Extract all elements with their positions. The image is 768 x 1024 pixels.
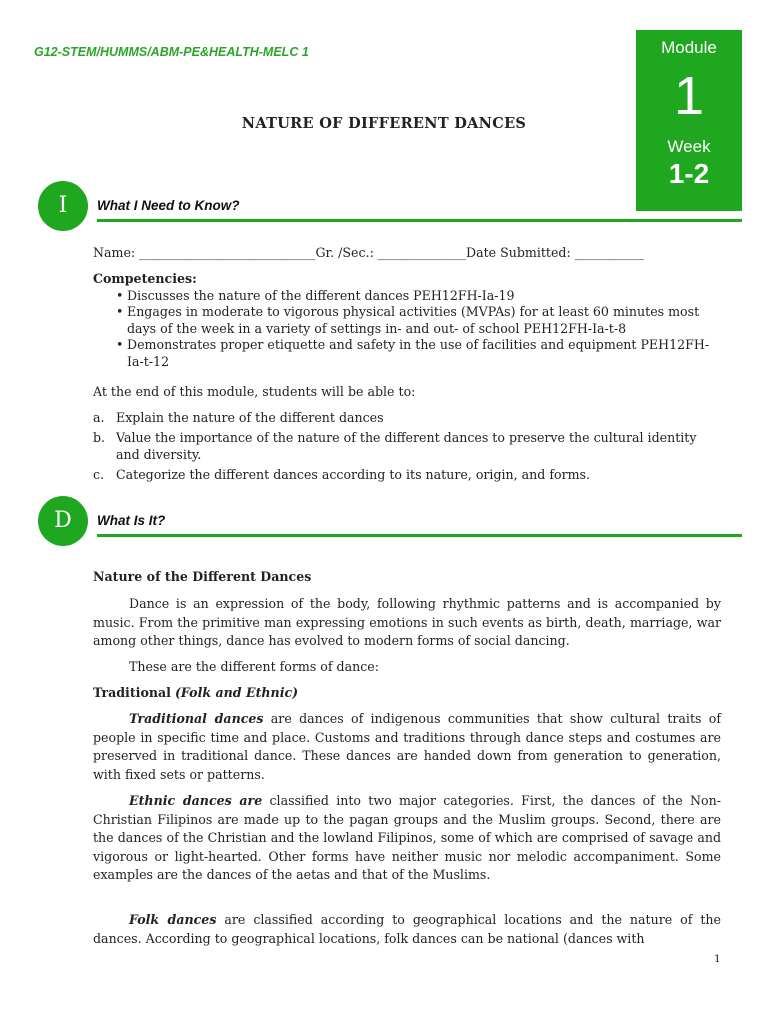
paragraph: Dance is an expression of the body, following rhythmic patterns and is accompanied by music. From the primitive man expressing emotions in such events as birth, death, marriage, war among other things, dance has evolved to modern forms of social dancing. — [93, 596, 721, 648]
list-item — [93, 429, 703, 464]
content-heading: Nature of the Different Dances — [93, 569, 312, 584]
document-title: NATURE OF DIFFERENT DANCES — [241, 115, 527, 132]
list-item: • Engages in moderate to vigorous physical activities (MVPAs) for at least 60 minutes most days of the week in a variety of settings in- and out- of school PEH12FH-Ia-t-8 — [116, 304, 713, 337]
section-divider — [97, 534, 742, 537]
list-item — [93, 409, 703, 427]
list-item — [93, 466, 703, 484]
competencies-list — [116, 288, 713, 371]
week-number: 1-2 — [668, 158, 710, 189]
objectives-block — [93, 409, 703, 485]
objectives-list — [93, 409, 703, 483]
section-letter-badge: D — [38, 496, 88, 546]
section-title: What Is It? — [97, 513, 166, 528]
competencies-heading: Competencies: — [93, 271, 197, 286]
week-label: Week — [667, 137, 711, 156]
paragraph-text: are classified according to geographical locations and the nature of the dances. According to geographical locations, folk dances can be national (dances with — [93, 912, 721, 946]
page-number: 1 — [714, 953, 721, 965]
module-label: Module — [661, 38, 717, 57]
list-text: Value the importance of the nature of the different dances to preserve the cultural identity and diversity. — [116, 429, 697, 462]
paragraph-text: classified into two major categories. First, the dances of the Non-Christian Filipinos are made up to the pagan groups and the Muslim groups. Second, there are the dances of the Christian and the lowland Filipinos, some of which are comprised of savage and vigorous or light-hearted. Other forms have neither music nor melodic accompaniment. Some examples are the dances of the aetas and that of the Muslims. — [93, 793, 721, 882]
list-text: Categorize the different dances according to its nature, origin, and forms. — [116, 466, 591, 482]
list-marker: b. — [93, 429, 106, 445]
paragraph — [93, 911, 721, 948]
list-marker: a. — [93, 410, 105, 425]
competencies-block — [93, 270, 713, 370]
section-letter-badge: I — [38, 181, 88, 231]
term: Ethnic dances are — [129, 793, 263, 808]
sub-heading-paren: (Folk and Ethnic) — [174, 685, 299, 700]
objectives-intro: At the end of this module, students will be able to: — [93, 384, 416, 399]
list-marker: c. — [93, 466, 105, 482]
list-item: • Demonstrates proper etiquette and safety in the use of facilities and equipment PEH12FH-Ia-t-12 — [116, 337, 713, 370]
paragraph-text: are dances of indigenous communities that show cultural traits of people in specific time and place. Customs and traditions through dance steps and costumes are preserved in traditional dance. These dances are handed down from generation to generation, with fixed sets or patterns. — [93, 711, 721, 782]
header-code: G12-STEM/HUMMS/ABM-PE&HEALTH-MELC 1 — [34, 45, 309, 59]
list-text: Explain the nature of the different dances — [116, 410, 384, 425]
term: Folk dances — [129, 912, 217, 927]
paragraph — [93, 792, 721, 885]
name-line: Name: ____________________________Gr. /Sec.: ______________Date Submitted: ___________ — [93, 245, 645, 260]
sub-heading — [93, 684, 721, 703]
term: Traditional dances — [129, 711, 264, 726]
list-item: • Discusses the nature of the different dances PEH12FH-Ia-19 — [116, 288, 713, 305]
module-number: 1 — [673, 66, 705, 126]
section-divider — [97, 219, 742, 222]
sub-heading-main: Traditional — [93, 685, 171, 700]
paragraph: These are the different forms of dance: — [129, 659, 379, 674]
paragraph — [93, 710, 721, 784]
section-title: What I Need to Know? — [97, 198, 240, 213]
